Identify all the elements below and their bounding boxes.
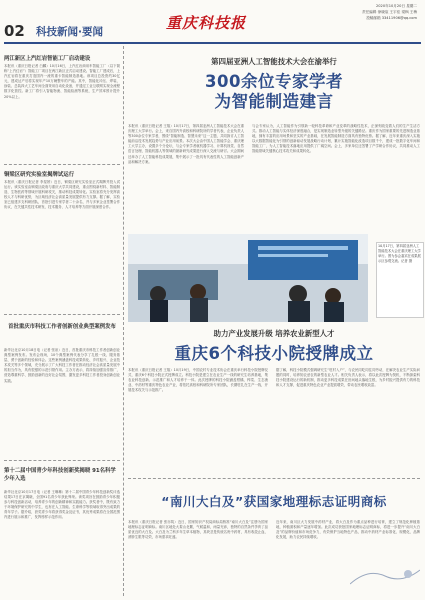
page-number: 02 — [4, 22, 25, 40]
submission-email: 投稿邮箱 33411906@qq.com — [366, 16, 417, 20]
sidebar-body-4: 新华社北京10月17日电（记者 王琳琳）第十二届中国青少年科技创新奖评选结果17日在京揭晓，全国91名青少年获此殊荣。该奖项旨在鼓励青少年积极参与科技创新活动，培养青少年的创新精神和实践能力。获奖者中，既有致力于环境保护研究的中学生，也有在人工智能、生命科学等领域取得突出成果的青年学子。据介绍，获奖青少年将获得奖金及证书，其优秀成果将在全国范围内进行展示和推广，发挥榜样示范作用。 — [4, 490, 120, 520]
sidebar-title-2: 铜梁区研究实验室揭牌试运行 — [4, 172, 75, 178]
article3-headline: “南川大白及”获国家地理标志证明商标 — [161, 494, 387, 509]
sidebar-divider — [4, 314, 120, 315]
decorative-graphic — [350, 566, 420, 586]
main-articles — [128, 46, 420, 596]
sidebar-body-3: 新华社北京10月18日电（记者 张泉）近日，首批重庆市科技工作者创新创业典型案例发布。发布会现场，10个典型案例代表分享了扎根一线、服务基层、勇于创新的经验和体会。这些案例涵盖科技成果转化、乡村振兴、企业技术攻关等多个领域，充分展示了广大科技工作者在推动经济社会高质量发展中的担当作为，具有很强的示范引领作用。主办方表示，将持续加强宣传推广，营造尊重科学、鼓励创新的良好社会氛围，激发更多科技工作者投身创新创业实践。 — [4, 348, 120, 383]
article1-body-col2: 与会专家认为，人工智能作为引领新一轮科技革命和产业变革的战略性技术，正深刻改变着人们的生产生活方式。推动人工智能与实体经济深度融合，是实现制造业转型升级的关键路径。重庆作为国家重要的先进制造业基地，拥有丰富的应用场景和坚实的产业基础，在发展智能制造方面具有独特优势。据了解，近年来重庆深入实施以大数据智能化为引领的创新驱动发展战略行动计划，累计实施智能化改造项目数千个，建成一批数字化车间和智能工厂，为人工智能技术落地应用提供了广阔空间。会上，多家单位还签署了产学研合作协议，共同推动人工智能领域关键核心技术攻关和成果转化。 — [252, 124, 420, 154]
article2-subtitle: 助力产业发展升级 培养农业新型人才 — [213, 329, 335, 338]
conference-photo — [128, 234, 368, 322]
sidebar-body-2: 本报讯（重庆日报记者 李星婷）近日，铜梁区研究实验室正式揭牌并投入试运行。该实验室由铜梁区政府与重庆大学共同建设，重点围绕新材料、智能制造、生物医药等领域开展科研攻关，推动科技成果转化。实验室将充分发挥高校人才与科研优势，为区域经济社会高质量发展提供有力支撑。据了解，实验室已组建多支科研团队，首批引进专家学者二十余名，并与多家企业签署合作协议，在关键共性技术研发、技术服务、人才培养等方面开展深度合作。 — [4, 180, 120, 210]
article1-subtitle: 第四届亚洲人工智能技术大会在渝举行 — [211, 57, 337, 66]
issue-date: 2020年10月20日 星期二 — [375, 4, 417, 8]
sidebar-title-4: 第十二届中国青少年科技创新奖揭晓 91名科学少年入选 — [4, 468, 116, 482]
article-divider — [128, 478, 420, 479]
newspaper-brand: 重庆科技报 — [166, 14, 247, 32]
conference-photo-illustration — [128, 234, 368, 322]
article3-body-col2: 近年来，南川区大力发展中药材产业，将大白及作为重点品种进行培育，建立了规范化种植基地，种植面积和产量逐年增加。此次成功获批国家地理标志证明商标，将进一步提升“南川大白及”的品牌价值和市场竞争力，有效保护当地特色产品，推动中药材产业标准化、规模化、品牌化发展，助力农民持续增收。 — [276, 520, 420, 540]
article1-headline-line1: 300余位专家学者 — [205, 72, 343, 91]
article1-body-col1: 本报讯（重庆日报记者 王翔）10月17日，第四届亚洲人工智能技术大会在重庆理工大学举行。会上，来自国内外高校和科研院所的学者代表、企业负责人等300余位专家学者，围绕“智能制造、智慧未来”这一主题，共同探讨人工智能前沿技术发展趋势与产业应用前景。本次大会由中国人工智能学会、重庆理工大学主办，设置多个分论坛，与会专家学者就机器学习、计算机视觉、自然语言处理、智能机器人等领域的最新研究成果进行深入交流与研讨。大会期间还举办了人工智能科技成果展，集中展示了一批具有代表性的人工智能创新产品和解决方案。 — [128, 124, 244, 164]
sidebar-divider — [4, 460, 120, 461]
sidebar-body-1: 本报讯（重庆日报记者 白麟）10月16日，上汽红岩商用车智能工厂（以下简称“上汽红岩”）智能工厂项目在两江新区正式启动建设。智能工厂建成后，上汽红岩将在重庆打造国内一流的重卡智能制造基地。该项目总投资约30亿元，建成达产后将实现年产10万辆整车的产能。其中，智能化冲压、焊装、涂装、总装四大工艺车间全面采用自动化设备，并通过工业互联网实现全流程数字化管控。新工厂将引入智能物流、智能检测等系统，生产效率预计提升20%以上。 — [4, 64, 120, 99]
sidebar-divider — [4, 164, 120, 165]
news-sidebar — [4, 46, 120, 596]
sidebar-title-3: 首批重庆市科技工作者创新创业典型案例发布 — [8, 324, 116, 330]
article2-body-col2: 据了解，科技小院模式强调研究生“驻村入户”，与农民同吃同住同劳动，在解决农业生产实际问题的同时，培养知农爱农的新型农业人才。相关负责人表示，将以此次授牌为契机，不断探索科技小院建设运行的新机制，推动更多科技成果在田间地头落地生根，为乡村振兴提供有力的科技和人才支撑，促进重庆特色农业产业提质增效，带动农民增收致富。 — [276, 368, 420, 388]
masthead — [0, 0, 425, 44]
article1-headline-line2: 为智能制造建言 — [214, 92, 334, 111]
editors-line: 责任编辑 徐晓宸 王宇佳 梁枫 王梅 — [362, 10, 417, 14]
article2-body-col1: 本报讯（重庆日报记者 王翔）10月19日，中国农村专业技术协会在重庆举行科技小院授牌仪式，重庆6个科技小院正式授牌成立。科技小院是建立在农业生产一线的研究生培养基地，集农业科技创新、示范推广和人才培养于一体。此次授牌的科技小院涵盖柑橘、榨菜、生态渔业、中药材等重庆特色农业产业，将依托高校和科研院所专家团队，长期驻扎在生产一线，开展技术攻关与示范推广。 — [128, 368, 268, 393]
sidebar-title-1: 两江新区上汽红岩智能工厂启动建设 — [4, 56, 91, 62]
page-title: 科技新闻·要闻 — [36, 26, 103, 38]
article3-body-col1: 本报讯（重庆日报记者 张亦筑）近日，国家知识产权局商标局核准“南川大白及”注册为国家地理标志证明商标。南川区地处大娄山北麓，气候温和，雨量充沛，独特的自然条件孕育了品质优良的大白及。大白及为兰科多年生草本植物，其块茎是传统名贵中药材，具有收敛止血、消肿生肌等功效，市场需求旺盛。 — [128, 520, 268, 540]
column-divider — [123, 46, 124, 596]
header-rule — [4, 42, 421, 44]
article2-headline: 重庆6个科技小院授牌成立 — [174, 344, 374, 363]
photo-caption: 10月17日，第四届亚洲人工智能技术大会在重庆理工大学举行。图为参会嘉宾在成果展示区参观交流。记者 摄 — [376, 242, 424, 318]
